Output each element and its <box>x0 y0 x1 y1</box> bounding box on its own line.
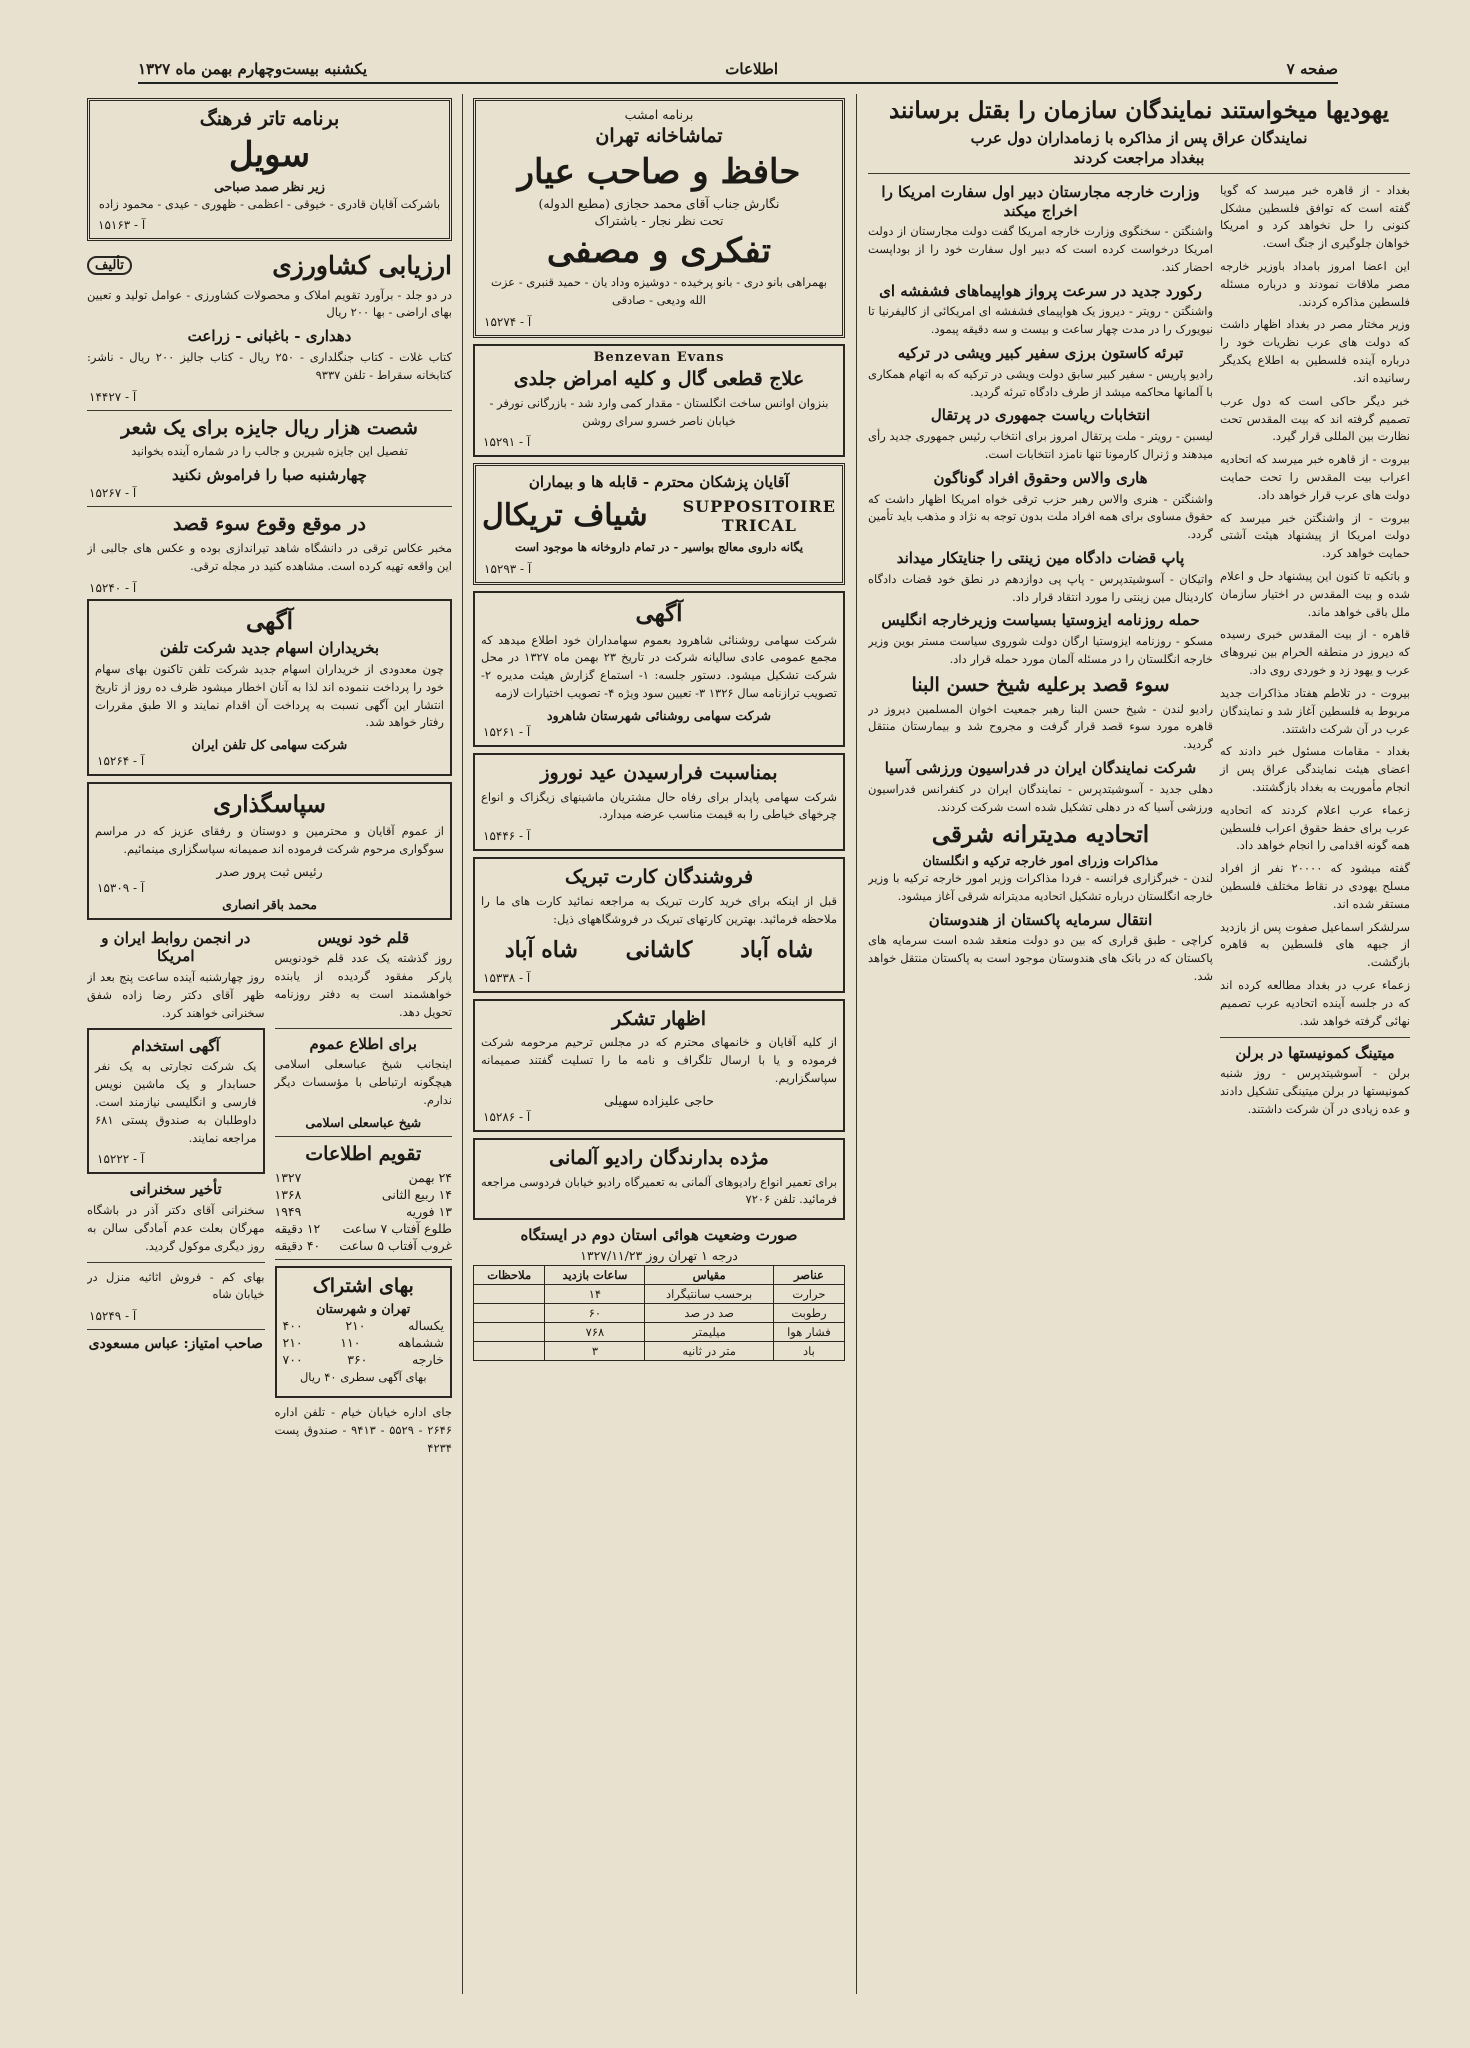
ad-code: ۱۵۲۹۳ - آ <box>484 561 532 576</box>
divider <box>87 1329 265 1330</box>
theatre-pretitle: برنامه امشب <box>624 107 694 122</box>
paragraph: زعماء عرب در بغداد مطالعه کرده اند که در جلسه آینده اتحادیه عرب تصمیم نهائی گرفته خواهد شد. <box>1220 978 1410 1028</box>
radio-ad <box>473 1138 845 1220</box>
masthead <box>138 58 1338 84</box>
ad-code: ۱۵۲۴۰ - آ <box>89 580 137 595</box>
notice-body: سخنرانی آقای دکتر آذر در باشگاه مهرگان بعلت عدم آمادگی سالن به روز دیگری موکول گردید. <box>87 1203 265 1253</box>
notices-left <box>87 926 265 1463</box>
ad-code: ۱۵۲۹۱ - آ <box>483 435 531 450</box>
gratitude-notice <box>87 782 452 919</box>
article-headline: وزارت خارجه مجارستان دبیر اول سفارت امریکا را اخراج میکند <box>881 182 1200 220</box>
book-title: دهداری - باغبانی - زراعت <box>187 327 352 346</box>
shop-name: کاشانی <box>625 936 693 963</box>
ad-title: بمناسبت فرارسیدن عید نوروز <box>540 761 778 784</box>
subscription-box <box>275 1266 453 1399</box>
paragraph: مسکو - روزنامه ایزوستیا ارگان دولت شوروی سیاست مستر بوین وزیر خارجه انگلستان را در مسئله آلمان مورد حمله قرار داد. <box>868 634 1213 666</box>
weather-title: صورت وضعیت هوائی استان دوم در ایستگاه <box>520 1226 798 1245</box>
play-director: تحت نظر نجار - باشتراک <box>594 212 724 228</box>
table-header: مقیاس <box>645 1265 774 1284</box>
ad-latin-name: TRICAL <box>721 516 797 536</box>
article-subheadline: مذاکرات وزرای امور خارجه ترکیه و انگلستان <box>922 853 1159 869</box>
column-rule <box>462 94 463 1994</box>
article-headline: انتقال سرمایه پاکستان از هندوستان <box>928 910 1153 929</box>
notice-body: چون معدودی از خریداران اسهام جدید شرکت تلفن تاکنون بهای سهام خود را پرداخت ننموده اند لذا به آنان اخطار میشود ظرف ده روز از تاریخ انتشار این آگهی نسبت به پرداخت آن اقدام نمایند و الا طبق مقررات رفتار خواهد شد. <box>95 662 444 730</box>
weather-subtitle: درجه ۱ تهران روز ۱۳۲۷/۱۱/۲۳ <box>580 1247 738 1263</box>
paragraph: رادیو لندن - شیخ حسن البنا رهبر جمعیت اخوان المسلمین دیروز در قاهره مورد سوء قصد قرار گرفت و مجروح شد و بیمارستان منتقل گردید. <box>868 701 1213 752</box>
book-body: کتاب غلات - کتاب جنگلداری - ۲۵۰ ریال - کتاب جالیز ۲۰۰ ریال - ناشر: کتابخانه سقراط - تلفن ۹۳۳۷ <box>87 349 452 382</box>
news-briefs <box>868 180 1213 991</box>
paragraph: بیروت - از واشنگتن خبر میرسد که دولت امریکا از پیشنهاد هیئت آشتی حمایت خواهد کرد. <box>1220 510 1410 561</box>
page-number: صفحه ۷ <box>1286 60 1338 78</box>
notice-subtitle: بخریداران اسهام جدید شرکت تلفن <box>159 639 380 658</box>
book-tag: تألیف <box>87 256 132 275</box>
divider <box>1220 1037 1410 1038</box>
article-headline: هاری والاس وحقوق افراد گوناگون <box>933 468 1148 487</box>
paragraph: وزیر مختار مصر در بغداد اظهار داشت که دولت های عرب نظریات خود را درباره آینده فلسطین به اطلاع یکدیگر رسانیده اند. <box>1220 317 1410 385</box>
ad-body: تفصیل این جایزه شیرین و جالب را در شماره آینده بخوانید <box>131 444 408 459</box>
paragraph: لندن - خبرگزاری فرانسه - فردا مذاکرات وزیر امور خارجه ترکیه با وزیر خارجه انگلستان درباره تشکیل اتحادیه مدیترانه شرقی آغاز میشود. <box>868 871 1213 903</box>
notice-title: آگهی استخدام <box>131 1036 220 1055</box>
shahroud-notice <box>473 591 845 747</box>
trical-ad <box>473 463 845 585</box>
calendar-row: طلوع آفتاب ۷ ساعت ۱۲ دقیقه <box>274 1220 452 1236</box>
notice-title: سپاسگذاری <box>213 791 326 819</box>
table-row: حرارت برحسب سانتیگراد ۱۴ <box>474 1284 845 1303</box>
play-stars: تفکری و مصفی <box>546 230 772 271</box>
ad-title: شصت هزار ریال جایزه برای یک شعر <box>121 416 418 439</box>
article-headline: حمله روزنامه ایزوستیا بسیاست وزیرخارجه انگلیس <box>881 611 1200 630</box>
column-notices <box>87 94 452 1994</box>
ad-body: شرکت سهامی پایدار برای رفاه حال مشتریان ماشینهای زیگزاک و انواع چرخهای خیاطی را به قیمت مناسب عرضه میدارد. <box>481 789 837 822</box>
notice-signature: محمد باقر انصاری <box>222 896 317 912</box>
ad-title: مژده بدارندگان رادیو آلمانی <box>549 1146 769 1169</box>
paragraph: بغداد - از قاهره خبر میرسد که گویا گفته است که توافق فلسطین مشکل کنونی را حل نخواهد کرد و امریکا خواهان جلوگیری از جنگ است. <box>1220 182 1410 251</box>
ad-title: اظهار تشکر <box>612 1007 706 1030</box>
paragraph: گفته میشود که ۲۰۰۰۰ نفر از افراد مسلح یهودی در نقاط مختلف فلسطین مستقر شده اند. <box>1220 861 1410 911</box>
paragraph: رادیو پاریس - سفیر کبیر سابق دولت ویشی در ترکیه که به اتهام همکاری با آلمانها محاکمه میشد از طرف دادگاه تبرئه گردید. <box>868 366 1213 399</box>
paragraph: این اعضا امروز بامداد باوزیر خارجه مصر ملاقات نمودند و درباره مسئله فلسطین مذاکره کردند. <box>1220 259 1410 309</box>
ad-subtitle: چهارشنبه صبا را فراموش نکنید <box>172 466 367 485</box>
notice-title: برای اطلاع عموم <box>309 1034 417 1053</box>
book-body: در دو جلد - برآورد تقویم املاک و محصولات کشاورزی - عوامل تولید و تعیین بهای اراضی - بها ۲۰۰ ریال <box>87 287 452 320</box>
ad-signature: حاجی علیزاده سهیلی <box>603 1092 715 1108</box>
notice-body: شرکت سهامی روشنائی شاهرود بعموم سهامداران خود اطلاع میدهد که مجمع عمومی عادی سالیانه شرکت در تاریخ ۲۳ بهمن ماه ۱۳۲۷ در محل شرکت تشکیل میشود. دستور جلسه: ۱- استماع گزارش هیئت مدیره ۲- تصویب ترازنامه سال ۱۳۲۶ ۳- تعیین سود ویژه ۴- تصویب اختیارات لازمه <box>481 632 838 701</box>
notice-title: در انجمن روابط ایران و امریکا <box>101 928 251 966</box>
ad-body: قبل از اینکه برای خرید کارت تبریک به مراجعه نمائید کارت های ما را ملاحظه فرمائید. بهترین کارتهای تبریک در فروشگاههای ذیل: <box>481 894 837 926</box>
paragraph: کراچی - طبق قراری که بین دو دولت منعقد شده است سرمایه های پاکستان که در بانک های هندوستان موجود است به پاکستان منتقل خواهد شد. <box>868 933 1213 984</box>
notice-title: قلم خود نویس <box>317 928 409 947</box>
theatre-name: تماشاخانه تهران <box>595 125 723 147</box>
ad-code: ۱۵۲۶۷ - آ <box>89 486 137 501</box>
divider <box>275 1028 453 1029</box>
play-cast: باشرکت آقایان قادری - خیوقی - اعظمی - ظهوری - عیدی - محمود زاده <box>98 196 441 211</box>
publisher-line: صاحب امتیاز: عباس مسعودی <box>88 1336 263 1353</box>
notice-signature: رئیس ثبت پرور صدر <box>216 863 323 879</box>
ad-code: ۱۵۴۴۶ - آ <box>483 829 531 844</box>
play-title: سویل <box>228 134 311 175</box>
table-row: رطوبت صد در صد ۶۰ <box>474 1303 845 1322</box>
ad-code: ۱۵۲۲۲ - آ <box>97 1152 145 1167</box>
paragraph: لیسبن - رویتر - ملت پرتقال امروز برای انتخاب رئیس جمهوری جدید رأی میدهند و ژنرال کارمونا تنها نامزد انتخابات است. <box>868 429 1213 461</box>
lead-headline: یهودیها میخواستند نمایندگان سازمان را بقتل برسانند <box>888 97 1390 124</box>
play-director: زیر نظر صمد صباحی <box>214 178 325 194</box>
table-header: ملاحظات <box>474 1265 545 1284</box>
paragraph: و باتکیه تا کنون این پیشنهاد حل و اعلام شده و بیت المقدس در اختیار سازمان ملل باقی خواهد ماند. <box>1220 569 1410 619</box>
ad-code: ۱۵۲۶۴ - آ <box>97 754 145 769</box>
ad-code: ۱۵۲۷۴ - آ <box>484 314 532 329</box>
article-headline: سوء قصد برعلیه شیخ حسن البنا <box>911 673 1170 696</box>
paragraph: قاهره - از بیت المقدس خبری رسیده که دیروز در منطقه الحرام بین نیروهای عرب و یهود زد و خوردی روی داد. <box>1220 627 1410 678</box>
notice-body: اینجانب شیخ عباسعلی اسلامی هیچگونه ارتباطی با مؤسسات دیگر ندارم. <box>274 1057 452 1108</box>
lead-subheadline: نمایندگان عراق پس از مذاکره با زمامداران دول عرب <box>970 128 1308 147</box>
benzevan-ad <box>473 344 845 457</box>
address: جای اداره خیابان خیام - تلفن اداره ۲۶۴۶ - ۵۵۲۹ - ۹۴۱۳ - صندوق پست ۴۲۳۴ <box>274 1405 452 1455</box>
column-rule <box>856 94 857 1994</box>
article-headline: شرکت نمایندگان ایران در فدراسیون ورزشی آسیا <box>884 758 1197 777</box>
subscription-subtitle: تهران و شهرستان <box>316 1301 411 1317</box>
ad-body: مخبر عکاس ترقی در دانشگاه شاهد تیراندازی بوده و عکس های جالبی از این واقعه تهیه کرده است. مشاهده کنید در مجله ترقی. <box>87 540 452 573</box>
ad-code: ۱۵۳۰۹ - آ <box>97 880 145 895</box>
subscription-row: خارجه ۳۶۰ ۷۰۰ <box>282 1352 444 1368</box>
article-headline: تبرئه کاستون برزی سفیر کبیر ویشی در ترکیه <box>897 344 1184 363</box>
paragraph: خبر دیگر حاکی است که دول عرب تصمیم گرفته اند که بیت المقدس تحت نظارت بین المللی قرار گیرد. <box>1220 393 1410 444</box>
subscription-row: یکساله ۲۱۰ ۴۰۰ <box>282 1318 444 1334</box>
article-headline: میتینگ کمونیستها در برلن <box>1235 1043 1395 1062</box>
paragraph: بیروت - در تلاطم هفتاد مذاکرات جدید مربوط به فلسطین آغاز شد و نمایندگان عرب در آن شرکت داشتند. <box>1220 685 1410 736</box>
divider <box>87 506 452 507</box>
shop-name: شاه آباد <box>740 936 814 963</box>
calendar-row: ۲۴ بهمن ۱۳۲۷ <box>274 1169 452 1185</box>
play-writer: نگارش جناب آقای محمد حجازی (مطیع الدوله) <box>538 195 780 211</box>
notice-title: آگهی <box>635 599 683 627</box>
divider <box>275 1259 453 1260</box>
attack-ad <box>87 513 452 594</box>
column-ads <box>473 94 845 1994</box>
calendar-row: غروب آفتاب ۵ ساعت ۴۰ دقیقه <box>274 1237 452 1253</box>
notice-body: یک شرکت تجارتی به یک نفر حسابدار و یک ماشین نویس فارسی و انگلیسی نیازمند است. داوطلبان به صندوق پستی ۶۸۱ مراجعه نمایند. <box>95 1059 257 1145</box>
thanks-ad <box>473 999 845 1132</box>
paragraph: دهلی جدید - آسوشیتدپرس - نمایندگان ایران در کنفرانس فدراسیون ورزشی آسیا که در دهلی تشکیل شده است شرکت کردند. <box>868 781 1213 814</box>
subscription-title: بهای اشتراک <box>312 1274 414 1297</box>
notice-body: بهای کم - فروش اثاثیه منزل در خیابان شاه <box>87 1269 265 1302</box>
article-headline: پاپ قضات دادگاه مین زینتی را جنایتکار میداند <box>896 549 1185 567</box>
article-headline: رکورد جدید در سرعت پرواز هواپیماهای فشفشه ای <box>879 281 1202 300</box>
newspaper-name: اطلاعات <box>725 60 778 78</box>
notice-body: روز گذشته یک عدد قلم خودنویس پارکر مفقود گردیده از یابنده خواهشمند است به دفتر روزنامه تحویل دهد. <box>274 951 452 1019</box>
ad-code: ۱۵۱۶۳ - آ <box>98 218 146 233</box>
notice-title: تأخیر سخنرانی <box>129 1180 222 1199</box>
ad-body: برای تعمیر انواع رادیوهای آلمانی به تعمیرگاه رادیو خیابان فردوسی مراجعه فرمائید. تلفن ۷۲۰۶ <box>481 1174 837 1207</box>
theatre-ad <box>473 98 845 338</box>
table-row: باد متر در ثانیه ۳ <box>474 1341 845 1360</box>
book-ad <box>87 247 452 403</box>
ad-code: ۱۵۲۶۱ - آ <box>483 724 531 739</box>
notice-signature: شرکت سهامی کل تلفن ایران <box>191 737 348 753</box>
nowruz-ad <box>473 753 845 851</box>
paragraph: واتیکان - آسوشیتدپرس - پاپ پی دوازدهم در نطق خود قضات دادگاه کاردینال مین زینتی را مورد انتقاد قرار داد. <box>868 571 1213 604</box>
article-headline: اتحادیه مدیترانه شرقی <box>931 821 1150 849</box>
prize-ad <box>87 417 452 501</box>
calendar-title: تقویم اطلاعات <box>305 1142 422 1165</box>
card-ad <box>473 857 845 992</box>
play-cast: بهمراهی بانو دری - بانو پرخیده - دوشیزه وداد یان - حمید قنبری - عزت الله ودیعی - صادقی <box>491 275 827 308</box>
small-notices <box>87 926 452 1463</box>
ad-title: علاج قطعی گال و کلیه امراض جلدی <box>513 367 805 390</box>
notice-signature: شیخ عباسعلی اسلامی <box>305 1114 422 1130</box>
ad-code: ۱۵۲۸۶ - آ <box>483 1109 531 1124</box>
subscription-row: ششماهه ۱۱۰ ۲۱۰ <box>282 1335 444 1351</box>
table-row: فشار هوا میلیمتر ۷۶۸ <box>474 1322 845 1341</box>
table-header: ساعات بازدید <box>545 1265 645 1284</box>
ad-title: برنامه تاتر فرهنگ <box>199 108 340 130</box>
lead-subheadline: ببغداد مراجعت کردند <box>1073 148 1205 167</box>
paragraph: برلن - آسوشیتدپرس - روز شنبه کمونیستها در برلن میتینگی تشکیل دادند و عده زیادی در آن شرکت داشتند. <box>1220 1066 1410 1116</box>
book-title: ارزیابی کشاورزی <box>272 251 452 281</box>
paragraph: واشنگتن - سخنگوی وزارت خارجه امریکا گفت دولت مجارستان از دولت امریکا درخواست کرده است که دبیر اول سفارت خود را از بوداپست احضار کند. <box>868 224 1213 274</box>
ad-latin-name: SUPPOSITOIRE <box>682 497 836 517</box>
weather-table <box>473 1265 845 1361</box>
ad-title: در موقع وقوع سوء قصد <box>173 513 366 536</box>
divider <box>87 410 452 411</box>
calendar-row: ۱۴ ربیع الثانی ۱۳۶۸ <box>274 1186 452 1202</box>
notice-body: روز چهارشنبه آینده ساعت پنج بعد از ظهر آقای دکتر رضا زاده شفق سخنرانی خواهند کرد. <box>87 970 265 1020</box>
column-news <box>868 94 1410 2004</box>
notices-right <box>275 926 453 1463</box>
subscription-note: بهای آگهی سطری ۴۰ ریال <box>299 1370 427 1385</box>
notice-body: از عموم آقایان و محترمین و دوستان و رفقای عزیز که در مراسم سوگواری مرحوم شرکت فرموده اند صمیمانه سپاسگزاری مینمائیم. <box>95 824 444 856</box>
ad-code: ۱۵۳۳۸ - آ <box>483 970 531 985</box>
shop-name: شاه آباد <box>504 936 578 963</box>
divider <box>868 173 1410 174</box>
ad-body: بنزوان اوانس ساخت انگلستان - مقدار کمی وارد شد - بازرگانی نورفر - خیابان ناصر خسرو سرای روشن <box>489 395 829 428</box>
divider <box>87 1262 265 1263</box>
employment-ad <box>87 1028 265 1175</box>
issue-date: یکشنبه بیست‌وچهارم بهمن ماه ۱۳۲۷ <box>138 60 368 78</box>
play-title: حافظ و صاحب عیار <box>517 151 801 192</box>
paragraph: واشنگتن - هنری والاس رهبر حزب ترقی خواه امریکا اظهار داشت که حقوق مساوی برای همه افراد ملت بدون توجه به نژاد و مذهب باید تأمین گردد. <box>868 491 1213 542</box>
paragraph: بیروت - از قاهره خبر میرسد که اتحادیه اعراب بیت المقدس را تحت حمایت دولت های عرب قرار خواهد داد. <box>1220 452 1410 502</box>
ad-title: فروشندگان کارت تبریک <box>564 866 754 889</box>
telephone-notice <box>87 599 452 777</box>
farhang-theatre-ad <box>87 98 452 241</box>
ad-heading: آقایان پزشکان محترم - قابله ها و بیماران <box>528 473 790 492</box>
notice-signature: شرکت سهامی روشنائی شهرستان شاهرود <box>547 707 771 723</box>
paragraph: سرلشکر اسماعیل صفوت پس از بازدید از جبهه های فلسطین به قاهره بازگشت. <box>1220 919 1410 970</box>
ad-product-name: شیاف تریکال <box>482 498 648 534</box>
ad-code: ۱۵۲۴۹ - آ <box>89 1309 137 1324</box>
weather-report <box>473 1226 845 1361</box>
calendar <box>275 1170 453 1253</box>
ad-code: ۱۴۴۲۷ - آ <box>89 389 137 404</box>
paragraph: بغداد - مقامات مسئول خبر دادند که اعضای هیئت نمایندگی عراق پس از انجام مأموریت به بغداد بازگشتند. <box>1220 744 1410 794</box>
paragraph: زعماء عرب اعلام کردند که اتحادیه عرب برای حفظ حقوق اعراب فلسطین همه گونه اقدامی را انجام خواهد داد. <box>1220 802 1410 853</box>
article-headline: انتخابات ریاست جمهوری در پرتقال <box>930 406 1151 425</box>
calendar-row: ۱۳ فوریه ۱۹۴۹ <box>274 1203 452 1219</box>
table-header: عناصر <box>773 1265 844 1284</box>
ad-body: یگانه داروی معالج بواسیر - در تمام داروخانه ها موجود است <box>514 540 804 555</box>
ad-latin-name: Benzevan Evans <box>593 349 725 365</box>
lead-article <box>1220 180 1410 1124</box>
ad-body: از کلیه آقایان و خانمهای محترم که در مجلس ترحیم مرحومه شرکت فرموده و یا با ارسال تلگراف و نامه ما را تسلیت گفتند صمیمانه سپاسگزاریم. <box>481 1035 837 1086</box>
divider <box>275 1136 453 1137</box>
paragraph: واشنگتن - رویتر - دیروز یک هواپیمای فشفشه ای امریکائی از کالیفرنیا تا نیویورک را در مدت چهار ساعت و بیست و سه دقیقه پیمود. <box>868 304 1213 337</box>
notice-title: آگهی <box>245 607 294 635</box>
news-body <box>868 180 1410 1980</box>
